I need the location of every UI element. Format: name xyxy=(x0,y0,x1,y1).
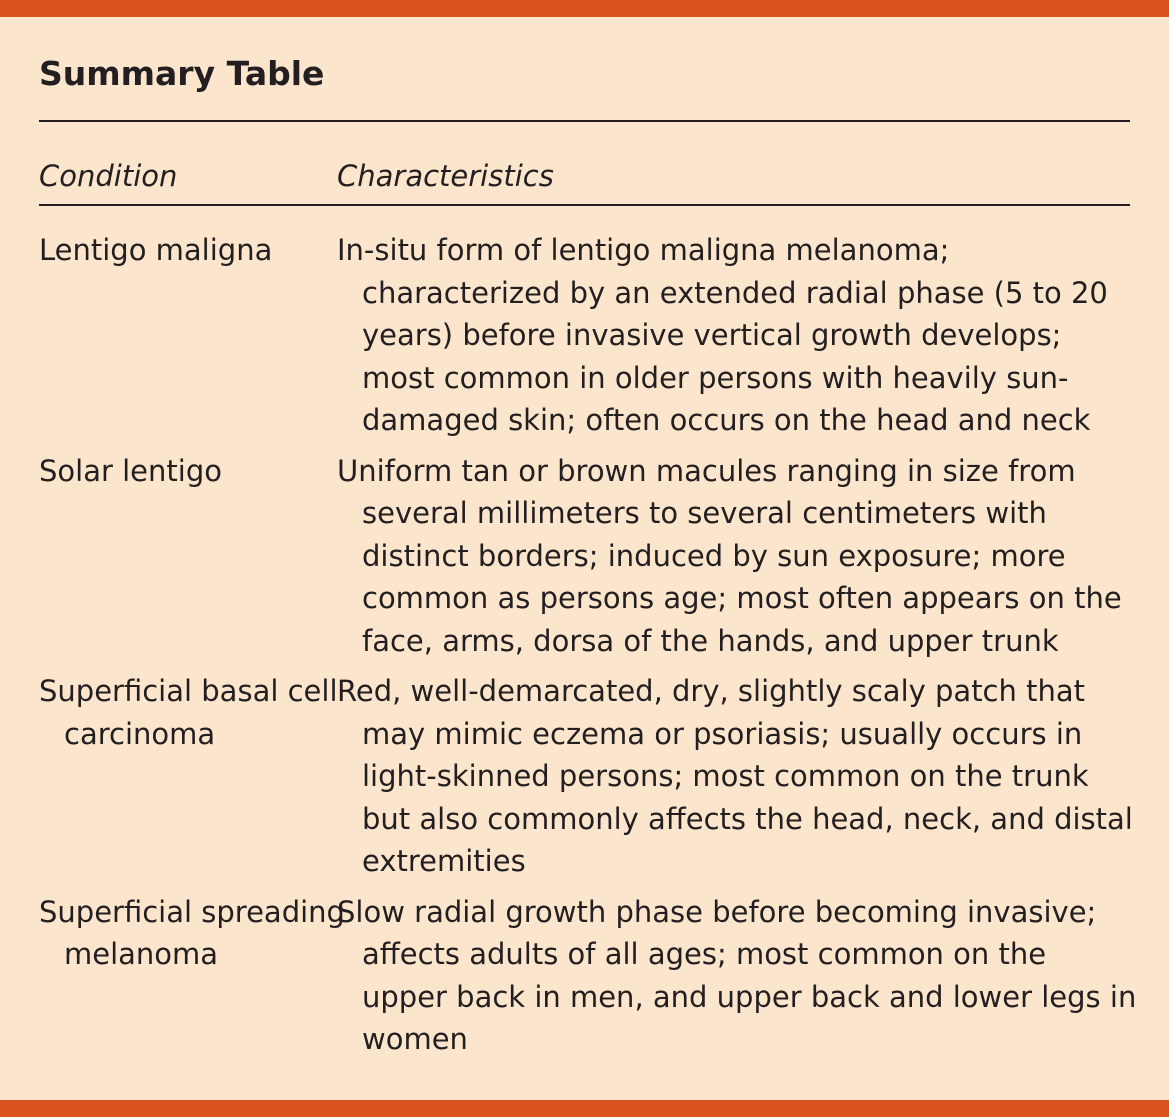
header-divider xyxy=(39,204,1130,206)
table-row xyxy=(0,229,1169,442)
condition-cell: Lentigo maligna xyxy=(39,233,273,267)
characteristics-cell: Red, well-demarcated, dry, slightly scaly patch that may mimic eczema or psoriasis; usually occurs in light-skinned persons; most common on the trunk but also commonly affects the head, neck, and distal extremities xyxy=(337,674,1133,878)
table-header xyxy=(0,154,1169,198)
characteristics-cell: In-situ form of lentigo maligna melanoma; characterized by an extended radial phase (5 to 20 years) before invasive vertical growth develops; most common in older persons with heavily sun-damaged skin; often occurs on the head and neck xyxy=(337,233,1108,437)
characteristics-cell: Slow radial growth phase before becoming invasive; affects adults of all ages; most common on the upper back in men, and upper back and lower legs in women xyxy=(337,894,1137,1056)
top-accent-bar xyxy=(0,0,1169,17)
condition-cell: Superficial basal cell carcinoma xyxy=(39,674,338,751)
condition-cell: Solar lentigo xyxy=(39,453,222,488)
condition-cell: Superficial spreading melanoma xyxy=(39,894,345,971)
table-row xyxy=(0,670,1169,883)
table-title: Summary Table xyxy=(39,54,325,93)
column-header-condition: Condition xyxy=(39,159,178,193)
table-row xyxy=(0,450,1169,663)
characteristics-cell: Uniform tan or brown macules ranging in size from several millimeters to several centimeters with distinct borders; induced by sun exposure; more common as persons age; most often appears on the face, arms, dorsa of the hands, and upper trunk xyxy=(337,453,1122,658)
column-header-characteristics: Characteristics xyxy=(337,159,554,193)
table-body xyxy=(0,229,1169,1069)
table-row xyxy=(0,891,1169,1061)
bottom-accent-bar xyxy=(0,1100,1169,1117)
title-divider xyxy=(39,120,1130,122)
